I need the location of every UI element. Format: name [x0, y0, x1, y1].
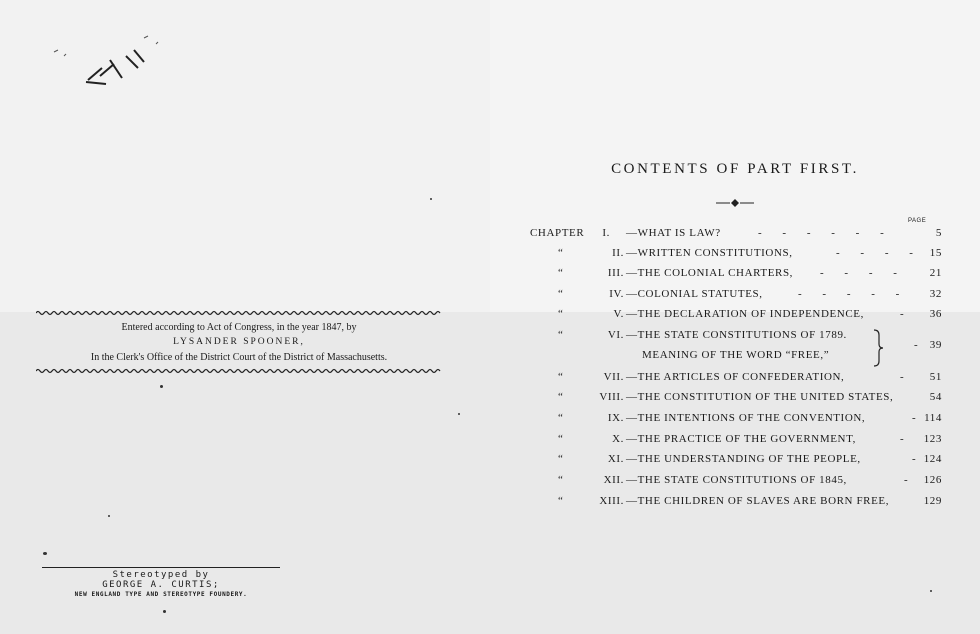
chapter-title: —THE CHILDREN OF SLAVES ARE BORN FREE, — [626, 495, 890, 507]
imprint-line-1: Stereotyped by — [112, 570, 210, 580]
chapter-numeral: III. — [607, 267, 624, 279]
chapter-numeral: IX. — [607, 412, 624, 424]
ditto-mark: “ — [558, 308, 564, 320]
chapter-title: —COLONIAL STATUTES, — [626, 288, 763, 300]
chapter-leaders: - — [912, 453, 925, 465]
copyright-author: LYSANDER SPOONER, — [173, 337, 305, 347]
scan-speck — [43, 552, 47, 555]
ornament-divider — [714, 197, 756, 209]
chapter-leaders: - — [912, 412, 925, 424]
chapter-page: 21 — [929, 267, 942, 279]
toc-entry — [530, 433, 944, 450]
copyright-notice — [36, 320, 442, 365]
imprint-line-2: GEORGE A. CURTIS; — [102, 580, 220, 590]
chapter-page: 123 — [923, 433, 942, 445]
chapter-numeral: VII. — [603, 371, 624, 383]
chapter-title: —THE ARTICLES OF CONFEDERATION, — [626, 371, 845, 383]
chapter-page: 124 — [923, 453, 942, 465]
chapter-leaders: - — [904, 474, 917, 486]
chapter-page: 126 — [923, 474, 942, 486]
scan-speck — [163, 610, 166, 613]
chapter-page: 32 — [929, 288, 942, 300]
chapter-page: 129 — [923, 495, 942, 507]
contents-title: CONTENTS OF PART FIRST. — [611, 161, 859, 177]
scan-speck — [930, 590, 932, 592]
chapter-title: —THE CONSTITUTION OF THE UNITED STATES, — [626, 391, 894, 403]
chapter-title: —THE INTENTIONS OF THE CONVENTION, — [626, 412, 866, 424]
toc-entry — [530, 391, 944, 408]
chapter-page: 39 — [929, 339, 942, 351]
toc-entry — [530, 267, 944, 284]
toc-entry — [530, 371, 944, 388]
page-column-label: PAGE — [908, 218, 927, 224]
chapter-page: 54 — [929, 391, 942, 403]
ditto-mark: “ — [558, 267, 564, 279]
toc-entry — [530, 453, 944, 470]
chapter-leaders: - - - - — [820, 267, 906, 279]
toc-entry — [530, 227, 944, 244]
scan-speck — [430, 198, 432, 200]
chapter-numeral: XI. — [607, 453, 624, 465]
chapter-page: 15 — [929, 247, 942, 259]
ditto-mark: “ — [558, 474, 564, 486]
ditto-mark: “ — [558, 412, 564, 424]
chapter-numeral: XIII. — [599, 495, 624, 507]
chapter-page: 36 — [929, 308, 942, 320]
copyright-line-3: In the Clerk's Office of the District Court of the District of Massachusetts. — [90, 352, 388, 363]
chapter-leaders: - — [900, 371, 913, 383]
toc-entry — [530, 495, 944, 512]
imprint-line-3: NEW ENGLAND TYPE AND STEREOTYPE FOUNDERY. — [74, 591, 248, 598]
toc-entry — [530, 474, 944, 491]
ditto-mark: “ — [558, 391, 564, 403]
chapter-numeral: XII. — [603, 474, 624, 486]
chapter-leaders: - - - - - — [798, 288, 909, 300]
scan-speck — [160, 385, 163, 388]
chapter-leaders: - - - - - - — [758, 227, 893, 239]
chapter-page: 114 — [924, 412, 942, 424]
chapter-title: —WHAT IS LAW? — [626, 227, 721, 239]
stereotyper-imprint — [42, 570, 280, 600]
imprint-rule — [42, 567, 280, 568]
chapter-numeral: IV. — [609, 288, 624, 300]
chapter-leaders: - - - - — [836, 247, 922, 259]
chapter-numeral: II. — [612, 247, 624, 259]
chapter-title: —THE DECLARATION OF INDEPENDENCE, — [626, 308, 864, 320]
copyright-line-1: Entered according to Act of Congress, in the year 1847, by — [121, 322, 357, 333]
scan-speck — [108, 515, 110, 517]
handwritten-marks — [40, 20, 200, 100]
ditto-mark: “ — [558, 371, 564, 383]
chapter-numeral: I. — [602, 227, 610, 239]
chapter-page: 51 — [929, 371, 942, 383]
chapter-title: —THE UNDERSTANDING OF THE PEOPLE, — [626, 453, 861, 465]
ditto-mark: “ — [558, 495, 564, 507]
toc-entry — [530, 412, 944, 429]
bottom-wavy-rule — [36, 367, 442, 375]
scan-speck — [458, 413, 460, 415]
chapter-leaders: - — [900, 308, 913, 320]
toc-entry — [530, 308, 944, 325]
toc-entry — [530, 288, 944, 305]
chapter-page: 5 — [935, 227, 942, 239]
chapter-leaders: - — [914, 339, 927, 351]
ditto-mark: “ — [558, 288, 564, 300]
chapter-title: —THE STATE CONSTITUTIONS OF 1789. — [626, 329, 847, 341]
chapter-title: —THE STATE CONSTITUTIONS OF 1845, — [626, 474, 847, 486]
chapter-numeral: VIII. — [599, 391, 624, 403]
chapter-numeral: VI. — [607, 329, 624, 341]
chapter-title: —THE PRACTICE OF THE GOVERNMENT, — [626, 433, 856, 445]
chapter-title: —WRITTEN CONSTITUTIONS, — [626, 247, 793, 259]
ditto-mark: “ — [558, 329, 564, 341]
ditto-mark: “ — [558, 433, 564, 445]
toc-entry — [530, 247, 944, 264]
ditto-mark: “ — [558, 247, 564, 259]
right-brace — [872, 329, 884, 367]
chapter-leaders: - — [900, 433, 913, 445]
chapter-title: —THE COLONIAL CHARTERS, — [626, 267, 794, 279]
chapter-numeral: V. — [613, 308, 624, 320]
chapter-title: MEANING OF THE WORD “FREE,” — [642, 349, 830, 361]
top-wavy-rule — [36, 309, 442, 317]
chapter-label: CHAPTER — [530, 227, 585, 239]
ditto-mark: “ — [558, 453, 564, 465]
chapter-numeral: X. — [612, 433, 624, 445]
